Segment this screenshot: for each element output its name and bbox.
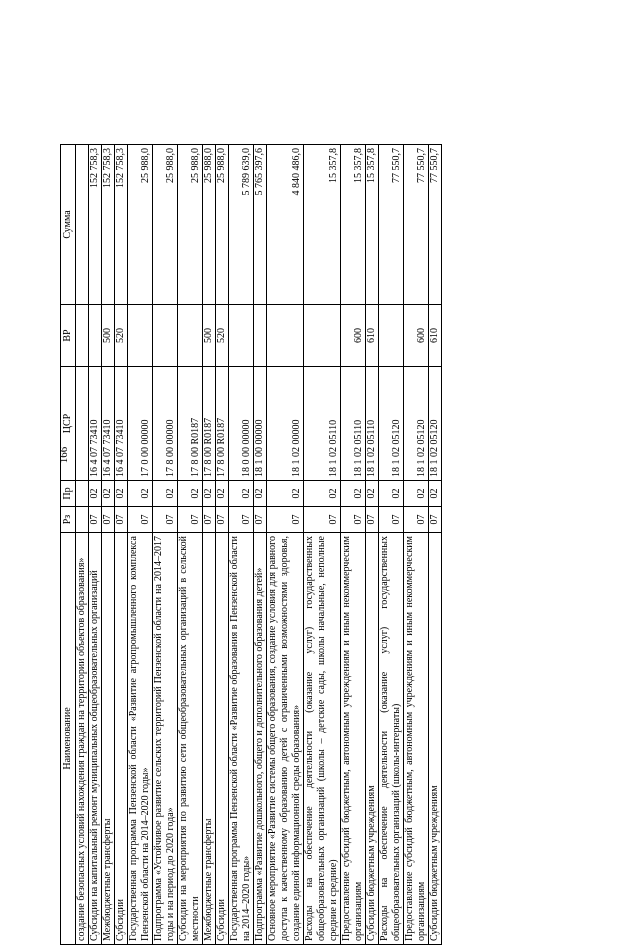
cell-vr: 500 [203, 305, 216, 367]
table-row [366, 145, 379, 945]
table-row [304, 145, 341, 945]
cell-vr [89, 305, 102, 367]
table-row [429, 145, 442, 945]
table-header-row [61, 145, 76, 945]
table-row [102, 145, 115, 945]
cell-sum: 77 550,7 [429, 145, 442, 305]
cell-pr: 02 [366, 481, 379, 507]
cell-sum: 77 550,7 [404, 145, 429, 305]
cell-pr: 02 [254, 481, 267, 507]
cell-vr [254, 305, 267, 367]
cell-vr: 610 [429, 305, 442, 367]
cell-csr [76, 367, 89, 481]
cell-pr: 02 [115, 481, 128, 507]
cell-csr: 18 1 02 05120 [379, 367, 404, 481]
cell-sum: 5 789 639,0 [229, 145, 254, 305]
table-row [89, 145, 102, 945]
cell-csr: 17 8 00 R0187 [216, 367, 229, 481]
header-rz: Рз [61, 507, 76, 533]
table-row [267, 145, 304, 945]
cell-csr: 16 4 07 73410 [89, 367, 102, 481]
cell-rz: 07 [304, 507, 341, 533]
header-csr: ЦСР [61, 367, 76, 481]
cell-csr: 18 1 02 05110 [341, 367, 366, 481]
cell-rz: 07 [203, 507, 216, 533]
cell-name: Основное мероприятие «Развитие системы общего образования, создание условия для равного доступа к качественному образованию детей с ограниченными возможностями здоровья, создание единой информационной среды образования» [267, 533, 304, 945]
cell-pr: 02 [404, 481, 429, 507]
table-row [254, 145, 267, 945]
cell-rz [76, 507, 89, 533]
table-row [128, 145, 153, 945]
cell-name: Субсидии на мероприятия по развитию сети общеобразовательных организаций в сельской местности [178, 533, 203, 945]
cell-csr: 18 1 02 00000 [267, 367, 304, 481]
cell-pr: 02 [379, 481, 404, 507]
cell-csr: 18 0 00 00000 [229, 367, 254, 481]
cell-pr: 02 [341, 481, 366, 507]
table-body [76, 145, 442, 945]
cell-rz: 07 [229, 507, 254, 533]
cell-sum: 152 758,3 [102, 145, 115, 305]
cell-sum: 152 758,3 [89, 145, 102, 305]
cell-csr: 17 8 00 00000 [153, 367, 178, 481]
cell-vr: 520 [216, 305, 229, 367]
cell-pr: 02 [216, 481, 229, 507]
cell-rz: 07 [102, 507, 115, 533]
cell-csr: 17 0 00 00000 [128, 367, 153, 481]
cell-name: Субсидии [216, 533, 229, 945]
cell-vr: 500 [102, 305, 115, 367]
cell-vr [128, 305, 153, 367]
table-row [404, 145, 429, 945]
header-pr: Пр [61, 481, 76, 507]
cell-vr: 610 [366, 305, 379, 367]
cell-name: Подпрограмма «Устойчивое развитие сельских территорий Пензенской области на 2014–2017 годы и на период до 2020 года» [153, 533, 178, 945]
cell-pr: 02 [229, 481, 254, 507]
cell-rz: 07 [153, 507, 178, 533]
cell-vr [304, 305, 341, 367]
table-row [379, 145, 404, 945]
cell-name: Субсидии [115, 533, 128, 945]
cell-rz: 07 [341, 507, 366, 533]
cell-csr: 17 8 00 R0187 [178, 367, 203, 481]
cell-name: Расходы на обеспечение деятельности (оказание услуг) государственных общеобразовательных организаций (школы-интернаты) [379, 533, 404, 945]
cell-rz: 07 [429, 507, 442, 533]
cell-sum: 25 988,0 [216, 145, 229, 305]
cell-pr: 02 [178, 481, 203, 507]
table-row [76, 145, 89, 945]
cell-pr: 02 [128, 481, 153, 507]
cell-name: создание безопасных условий нахождения граждан на территории объектов образования» [76, 533, 89, 945]
cell-name: Предоставление субсидий бюджетным, автономным учреждениям и иным некоммерческим организациям [341, 533, 366, 945]
cell-pr: 02 [153, 481, 178, 507]
cell-name: Межбюджетные трансферты [102, 533, 115, 945]
cell-csr: 16 4 07 73410 [102, 367, 115, 481]
cell-sum: 4 840 486,0 [267, 145, 304, 305]
table-row [341, 145, 366, 945]
cell-sum: 25 988,0 [178, 145, 203, 305]
cell-csr: 18 1 02 05120 [404, 367, 429, 481]
cell-csr: 16 4 07 73410 [115, 367, 128, 481]
cell-csr: 18 1 02 05110 [304, 367, 341, 481]
cell-name: Субсидии на капитальный ремонт муниципальных общеобразовательных организаций [89, 533, 102, 945]
cell-pr: 02 [102, 481, 115, 507]
cell-sum: 152 758,3 [115, 145, 128, 305]
cell-pr: 02 [304, 481, 341, 507]
cell-vr [76, 305, 89, 367]
cell-csr: 17 8 00 R0187 [203, 367, 216, 481]
table-row [216, 145, 229, 945]
cell-rz: 07 [128, 507, 153, 533]
cell-rz: 07 [178, 507, 203, 533]
cell-name: Расходы на обеспечение деятельности (оказание услуг) государственных общеобразовательных организаций (школы – детские сады, школы начальные, неполные средние и средние) [304, 533, 341, 945]
cell-vr [267, 305, 304, 367]
cell-pr: 02 [267, 481, 304, 507]
cell-name: Субсидии бюджетным учреждениям [366, 533, 379, 945]
cell-sum: 25 988,0 [153, 145, 178, 305]
cell-rz: 07 [216, 507, 229, 533]
cell-vr [178, 305, 203, 367]
cell-rz: 07 [254, 507, 267, 533]
cell-vr: 520 [115, 305, 128, 367]
table-row [203, 145, 216, 945]
cell-sum [76, 145, 89, 305]
cell-name: Межбюджетные трансферты [203, 533, 216, 945]
cell-rz: 07 [267, 507, 304, 533]
rotated-page-content [60, 145, 580, 945]
cell-pr: 02 [429, 481, 442, 507]
cell-csr: 18 1 00 00000 [254, 367, 267, 481]
table-row [229, 145, 254, 945]
cell-vr [379, 305, 404, 367]
cell-pr [76, 481, 89, 507]
cell-rz: 07 [115, 507, 128, 533]
cell-name: Государственная программа Пензенской области «Развитие образования в Пензенской области на 2014–2020 годы» [229, 533, 254, 945]
cell-name: Предоставление субсидий бюджетным, автономным учреждениям и иным некоммерческим организациям [404, 533, 429, 945]
cell-pr: 02 [89, 481, 102, 507]
header-name: Наименование [61, 533, 76, 945]
cell-rz: 07 [404, 507, 429, 533]
cell-csr: 18 1 02 05120 [429, 367, 442, 481]
cell-sum: 25 988,0 [203, 145, 216, 305]
cell-rz: 07 [366, 507, 379, 533]
cell-sum: 77 550,7 [379, 145, 404, 305]
cell-vr [153, 305, 178, 367]
budget-table [60, 144, 442, 945]
cell-sum: 15 357,8 [366, 145, 379, 305]
cell-vr [229, 305, 254, 367]
cell-name: Подпрограмма «Развитие дошкольного, общего и дополнительного образования детей» [254, 533, 267, 945]
cell-name: Государственная программа Пензенской области «Развитие агропромышленного комплекса Пензенской области на 2014–2020 годы» [128, 533, 153, 945]
table-row [115, 145, 128, 945]
cell-sum: 25 988,0 [128, 145, 153, 305]
page-number: 166 [58, 446, 70, 464]
cell-vr: 600 [341, 305, 366, 367]
cell-sum: 15 357,8 [304, 145, 341, 305]
header-vr: ВР [61, 305, 76, 367]
cell-pr: 02 [203, 481, 216, 507]
cell-name: Субсидии бюджетным учреждениям [429, 533, 442, 945]
header-sum: Сумма [61, 145, 76, 305]
cell-csr: 18 1 02 05110 [366, 367, 379, 481]
cell-sum: 15 357,8 [341, 145, 366, 305]
table-row [178, 145, 203, 945]
cell-rz: 07 [89, 507, 102, 533]
cell-rz: 07 [379, 507, 404, 533]
cell-vr: 600 [404, 305, 429, 367]
cell-sum: 5 765 397,6 [254, 145, 267, 305]
table-row [153, 145, 178, 945]
